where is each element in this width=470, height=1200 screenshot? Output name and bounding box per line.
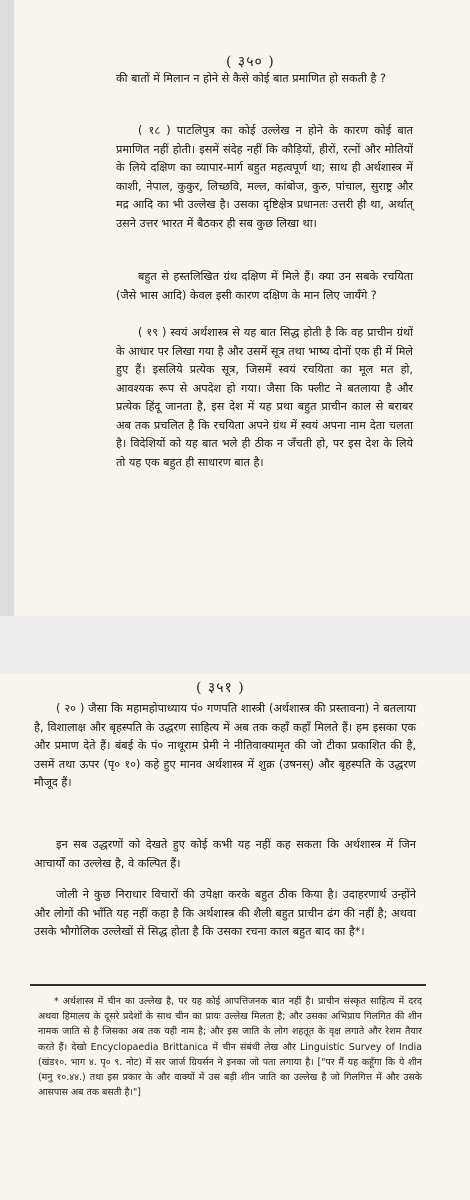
page-number: ( ३५१ ) [196,680,245,696]
paragraph-20: ( २० ) जैसा कि महामहोपाध्याय पं० गणपति शास्त्री (अर्थशास्त्र की प्रस्तावना) ने बतलाया है, विशालाक्ष और बृहस्पति के उद्धरण साहित्य में अब तक कहाँ कहाँ मिलते हैं। हम इसका एक और प्रमाण देते हैं। बंबई के पं० नाथूराम प्रेमी ने नीतिवाक्यामृत की जो टीका प्रकाशित की है, उसमें तथा ऊपर (पृ० १०) कहे हुए मानव अर्थशास्त्र में शुक्र (उषनस्) और बृहस्पति के उद्धरण मौजूद हैं। [34,702,416,789]
footnote: * अर्थशास्त्र में चीन का उल्लेख है, पर यह कोई आपत्तिजनक बात नहीं है। प्राचीन संस्कृत साहित्य में दरद अथवा हिमालय के दूसरे प्रदेशों के साथ चीन का प्रायः उल्लेख मिलता है; और उसका अभिप्राय गिलगित की शीन नामक जाति से है जिसका अब तक यही नाम है; और इस जाति के लोग शहतूत के वृक्ष लगाते और रेशम तैयार करते हैं। देखो Encyclopaedia Brittanica में चीन संबंधी लेख और Linguistic Survey of India (खंड१०. भाग ४. पृ० ९. नोट) में सर जार्ज ग्रियर्सन ने इनका जो पता लगाया है। ["पर मैं यह कहूँगा कि ये शीन (मनु १०.४४.) तथा इस प्रकार के और वाक्यों में उस बड़ी शीन जाति का उल्लेख है जो गिलगित्त में और उसके आसपास अब तक बसती है।"] [38,996,422,1099]
page-number: ( ३५० ) [226,54,275,70]
page-350 [14,0,470,616]
paragraph-jolly: जोली ने कुछ निराधार विचारों की उपेक्षा करके बहुत ठीक किया है। उदाहरणार्थ उन्होंने और लोगों की भाँति यह नहीं कहा है कि अर्थशास्त्र की शैली बहुत प्राचीन ढंग की नहीं है; अथवा उसके भौगोलिक उल्लेखों से सिद्ध होता है कि उसका रचना काल बहुत बाद का है*। [34,888,416,938]
paragraph-18: ( १८ ) पाटलिपुत्र का कोई उल्लेख न होने के कारण कोई बात प्रमाणित नहीं होती। इसमें संदेह नहीं कि कौड़ियों, हीरों, रत्नों और मोतियों के लिये दक्षिण का व्यापार-मार्ग बहुत महत्वपूर्ण था; साथ ही अर्थशास्त्र में काशी, नेपाल, कुकुर, लिच्छवि, मल्ल, कांबोज, कुरु, पांचाल, सुराष्ट्र और मद्र आदि का भी उल्लेख है। उसका दृष्टिक्षेत्र प्रधानतः उत्तरी ही था, अर्थात् उसने उत्तर भारत में बैठकर ही सब कुछ लिखा था। [116,124,413,230]
paragraph-manuscripts: बहुत से हस्तलिखित ग्रंथ दक्षिण में मिले हैं। क्या उन सबके रचयिता (जैसे भास आदि) केवल इसी कारण दक्षिण के मान लिए जायँगे ? [116,270,413,302]
footnote-divider [30,984,426,986]
bottom-scan-frame [0,630,470,1200]
page-edge-shadow [0,0,14,616]
paragraph-19: ( १९ ) स्वयं अर्थशास्त्र से यह बात सिद्ध होती है कि वह प्राचीन ग्रंथों के आधार पर लिखा गया है और उसमें सूत्र तथा भाष्य दोनों एक ही में मिले हुए हैं। इसलिये प्रत्येक सूत्र, जिसमें स्वयं रचयिता का मूल मत हो, आवश्यक रूप से अपदेश हो गया। जैसा कि फ्लीट ने बतलाया है और प्रत्येक हिंदू जानता है, इस देश में यह प्रथा बहुत प्राचीन काल से बराबर अब तक प्रचलित है कि रचयिता अपने ग्रंथ में स्वयं अपना नाम देता चलता है। विदेशियों को यह बात भले ही ठीक न जँचती हो, पर इस देश के लिये तो यह एक बहुत ही साधारण बात है। [116,326,413,469]
page-351 [0,674,470,1200]
paragraph-continuation: की बातों में मिलान न होने से कैसे कोई बात प्रमाणित हो सकती है ? [116,72,386,85]
paragraph-quotations: इन सब उद्धरणों को देखते हुए कोई कभी यह नहीं कह सकता कि अर्थशास्त्र में जिन आचार्यों का उल्लेख है, वे कल्पित हैं। [34,838,416,870]
